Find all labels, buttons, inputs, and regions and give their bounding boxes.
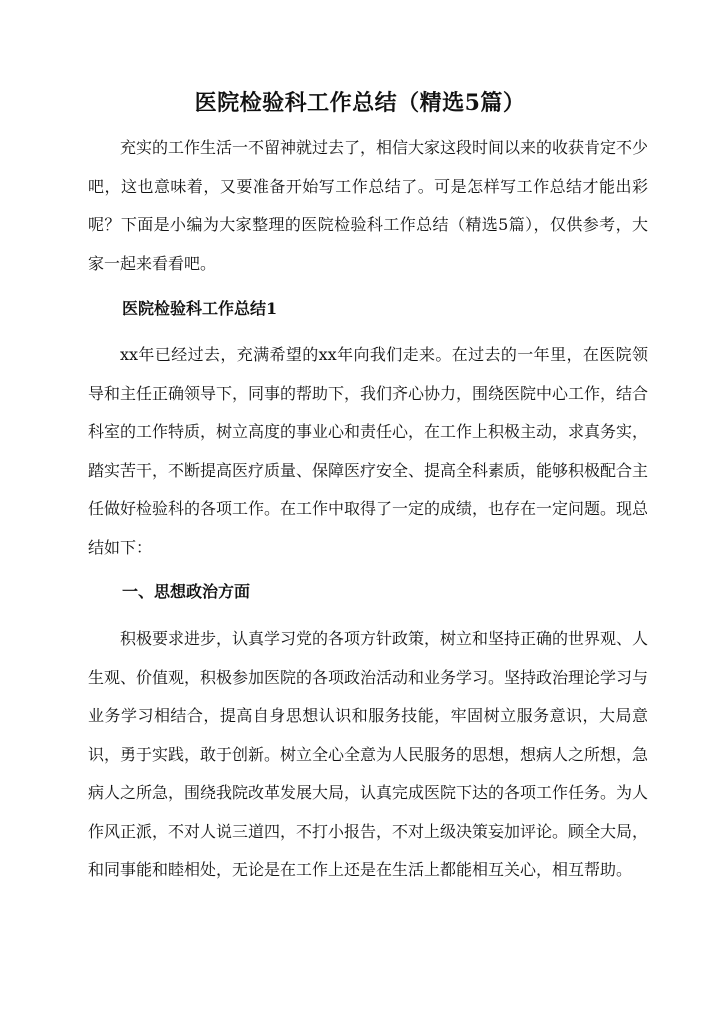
subsection-heading-politics: 一、思想政治方面 <box>122 582 251 601</box>
section-paragraph-1: xx年已经过去，充满希望的xx年向我们走来。在过去的一年里，在医院领导和主任正确领导下，同事的帮助下，我们齐心协力，围绕医院中心工作，结合科室的工作特质，树立高度的事业心和责任心，在工作上积极主动，求真务实，踏实苦干，不断提高医疗质量、保障医疗安全、提高全科素质，能够积极配合主任做好检验科的各项工作。在工作中取得了一定的成绩，也存在一定问题。现总结如下： <box>88 345 649 557</box>
document-title: 医院检验科工作总结（精选5篇） <box>194 90 526 116</box>
section-heading-1: 医院检验科工作总结1 <box>122 299 278 318</box>
subsection-paragraph-politics: 积极要求进步，认真学习党的各项方针政策，树立和坚持正确的世界观、人生观、价值观，积极参加医院的各项政治活动和业务学习。坚持政治理论学习与业务学习相结合，提高自身思想认识和服务技能，牢固树立服务意识，大局意识，勇于实践，敢于创新。树立全心全意为人民服务的思想，想病人之所想，急病人之所急，围绕我院改革发展大局，认真完成医院下达的各项工作任务。为人作风正派，不对人说三道四，不打小报告，不对上级决策妄加评论。顾全大局，和同事能和睦相处，无论是在工作上还是在生活上都能相互关心，相互帮助。 <box>88 629 649 879</box>
intro-paragraph: 充实的工作生活一不留神就过去了，相信大家这段时间以来的收获肯定不少吧，这也意味着，又要准备开始写工作总结了。可是怎样写工作总结才能出彩呢？下面是小编为大家整理的医院检验科工作总结（精选5篇），仅供参考，大家一起来看看吧。 <box>88 138 649 273</box>
